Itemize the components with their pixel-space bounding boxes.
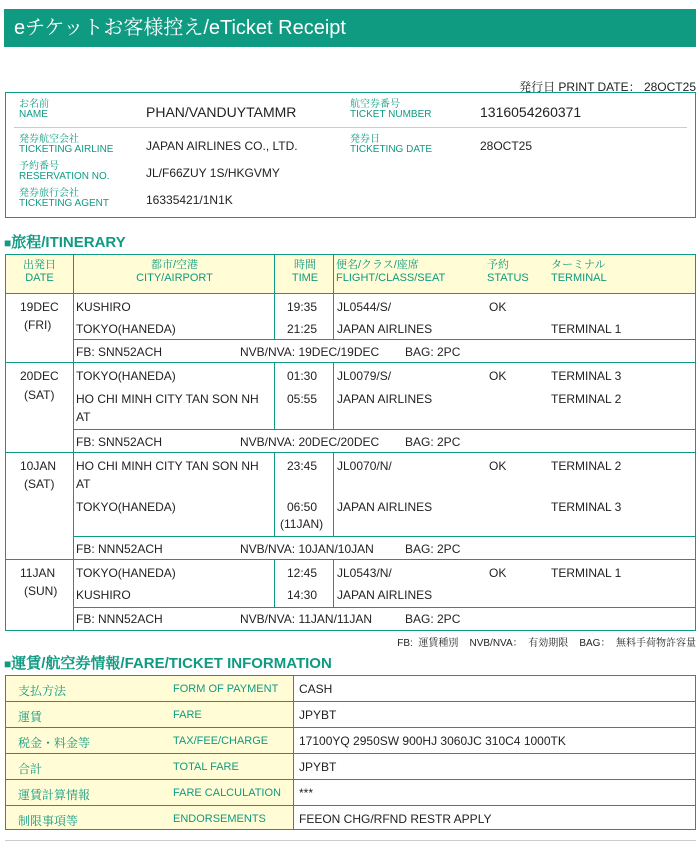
ticket-number: 1316054260371	[480, 104, 582, 120]
print-date: 発行日 PRINT DATE： 28OCT25	[519, 80, 696, 94]
name-label-jp: お名前	[19, 99, 49, 110]
agent-label-jp: 発券旅行会社	[19, 188, 79, 199]
grid-line	[6, 559, 695, 560]
departure-city: KUSHIRO	[76, 300, 131, 314]
date-label-jp: 発券日	[350, 134, 380, 145]
booking-status: OK	[489, 300, 507, 314]
grid-line	[333, 453, 334, 536]
fare-title	[4, 652, 332, 673]
header-flight-en: FLIGHT/CLASS/SEAT	[336, 272, 446, 284]
header-city	[74, 259, 275, 285]
ticketing-airline: JAPAN AIRLINES CO., LTD.	[146, 139, 298, 153]
validity: NVB/NVA: 11JAN/11JAN	[240, 612, 373, 626]
fare-row-value: JPYBT	[299, 760, 337, 774]
arrival-city: TOKYO(HANEDA)	[76, 322, 176, 336]
header-terminal-en: TERMINAL	[551, 272, 607, 284]
arrival-time: 14:30	[287, 588, 318, 602]
fare-basis: FB: SNN52ACH	[76, 435, 163, 449]
header-date-en: DATE	[25, 272, 54, 284]
name-label	[19, 100, 49, 120]
fare-row-label-jp: 税金・料金等	[18, 736, 91, 750]
resv-label-jp: 予約番号	[19, 161, 59, 172]
fare-basis: FB: NNN52ACH	[76, 542, 163, 556]
arrival-time: 21:25	[287, 322, 318, 336]
fare-row-label-en: FARE	[173, 709, 202, 721]
passenger-info-box	[5, 92, 696, 218]
fare-row-value: ***	[299, 786, 314, 800]
airline-name: JAPAN AIRLINES	[337, 588, 433, 602]
grid-line	[6, 701, 695, 702]
grid-line	[274, 453, 275, 536]
agent-label	[19, 189, 109, 209]
itinerary-table	[5, 254, 696, 631]
header-city-en: CITY/AIRPORT	[136, 272, 213, 284]
departure-time: 19:35	[287, 300, 318, 314]
segment-date: 20DEC	[20, 369, 59, 383]
fare-row-value: 17100YQ 2950SW 900HJ 3060JC 310C4 1000TK	[299, 734, 566, 748]
fare-row-value: JPYBT	[299, 708, 337, 722]
grid-line	[73, 607, 695, 608]
receipt-title: eチケットお客様控え/eTicket Receipt	[14, 17, 346, 39]
fare-row-label-jp: 合計	[18, 762, 43, 776]
grid-line	[6, 727, 695, 728]
fare-row-value: CASH	[299, 682, 333, 696]
arrival-city: HO CHI MINH CITY TAN SON NH	[76, 392, 259, 406]
header-time-en: TIME	[291, 272, 319, 284]
departure-city: TOKYO(HANEDA)	[76, 369, 176, 383]
departure-terminal: TERMINAL 2	[551, 459, 622, 473]
segment-date: 19DEC	[20, 300, 59, 314]
header-flight	[336, 259, 445, 285]
flight-number: JL0079/S/	[337, 369, 392, 383]
receipt-title-bar	[4, 9, 696, 47]
grid-line	[333, 255, 334, 339]
fare-row-value: FEEON CHG/RFND RESTR APPLY	[299, 812, 492, 826]
grid-line	[73, 255, 74, 630]
fare-title-text: 運賃/航空券情報/FARE/TICKET INFORMATION	[11, 655, 332, 672]
validity: NVB/NVA: 19DEC/19DEC	[240, 345, 380, 359]
grid-line	[6, 805, 695, 806]
page-bottom-edge	[5, 840, 696, 855]
fare-row-label-en: TOTAL FARE	[173, 761, 239, 773]
segment-day: (FRI)	[24, 318, 52, 332]
segment-date: 11JAN	[20, 566, 56, 580]
departure-city-cont: AT	[76, 477, 91, 491]
agent-label-en: TICKETING AGENT	[19, 198, 110, 209]
grid-line	[6, 362, 695, 363]
grid-line	[274, 363, 275, 429]
divider	[14, 127, 687, 128]
airline-label-en: TICKETING AIRLINE	[19, 144, 114, 155]
baggage: BAG: 2PC	[405, 542, 461, 556]
arrival-city: TOKYO(HANEDA)	[76, 500, 176, 514]
fare-row-label-en: FORM OF PAYMENT	[173, 683, 279, 695]
flight-number: JL0070/N/	[337, 459, 392, 473]
fare-row-label-jp: 運賃	[18, 710, 43, 724]
grid-line	[73, 429, 695, 430]
arrival-time: 05:55	[287, 392, 318, 406]
airline-label	[19, 135, 113, 155]
reservation-label	[19, 162, 110, 182]
header-status-jp: 予約	[487, 259, 509, 271]
booking-status: OK	[489, 566, 507, 580]
departure-terminal: TERMINAL 3	[551, 369, 622, 383]
fare-row-label-en: TAX/FEE/CHARGE	[173, 735, 269, 747]
grid-line	[6, 452, 695, 453]
fare-basis: FB: NNN52ACH	[76, 612, 163, 626]
arrival-city-cont: AT	[76, 410, 91, 424]
arrival-date-note: (11JAN)	[280, 517, 324, 531]
departure-city: HO CHI MINH CITY TAN SON NH	[76, 459, 259, 473]
ticketing-agent: 16335421/1N1K	[146, 193, 233, 207]
segment-day: (SAT)	[24, 388, 55, 402]
fare-row-label-en: FARE CALCULATION	[173, 787, 281, 799]
ticket-label-en: TICKET NUMBER	[350, 109, 432, 120]
header-status-en: STATUS	[487, 272, 529, 284]
arrival-time: 06:50	[287, 500, 318, 514]
airline-name: JAPAN AIRLINES	[337, 392, 433, 406]
fare-basis: FB: SNN52ACH	[76, 345, 163, 359]
fare-row-label-jp: 支払方法	[18, 684, 67, 698]
ticket-number-label	[350, 100, 432, 120]
resv-label-en: RESERVATION NO.	[19, 171, 110, 182]
segment-day: (SUN)	[24, 584, 58, 598]
grid-line	[274, 560, 275, 607]
fare-row-label-jp: 運賃計算情報	[18, 788, 91, 802]
departure-city: TOKYO(HANEDA)	[76, 566, 176, 580]
grid-line	[274, 255, 275, 339]
flight-number: JL0543/N/	[337, 566, 392, 580]
itinerary-title-text: 旅程/ITINERARY	[11, 234, 126, 251]
header-status	[487, 259, 529, 285]
arrival-terminal: TERMINAL 1	[551, 322, 622, 336]
grid-line	[6, 753, 695, 754]
itinerary-header-row	[6, 255, 695, 294]
header-terminal-jp: ターミナル	[551, 259, 606, 271]
validity: NVB/NVA: 20DEC/20DEC	[240, 435, 380, 449]
arrival-terminal: TERMINAL 3	[551, 500, 622, 514]
section-bullet-icon: ■	[4, 657, 12, 671]
grid-line	[333, 363, 334, 429]
grid-line	[6, 779, 695, 780]
segment-date: 10JAN	[20, 459, 57, 473]
header-time	[275, 259, 335, 285]
validity: NVB/NVA: 10JAN/10JAN	[240, 542, 374, 556]
departure-time: 23:45	[287, 459, 318, 473]
passenger-name: PHAN/VANDUYTAMMR	[146, 104, 297, 120]
booking-status: OK	[489, 369, 507, 383]
airline-name: JAPAN AIRLINES	[337, 500, 433, 514]
departure-time: 12:45	[287, 566, 318, 580]
grid-line	[333, 560, 334, 607]
section-bullet-icon: ■	[4, 236, 12, 250]
header-flight-jp: 便名/クラス/座席	[336, 259, 419, 271]
itinerary-title	[4, 231, 126, 252]
reservation-number: JL/F66ZUY 1S/HKGVMY	[146, 166, 280, 180]
baggage: BAG: 2PC	[405, 345, 461, 359]
header-city-jp: 都市/空港	[150, 259, 199, 271]
header-terminal	[551, 259, 607, 285]
airline-label-jp: 発券航空会社	[19, 134, 79, 145]
ticketing-date-label	[350, 135, 432, 155]
itinerary-legend: FB: 運賃種別 NVB/NVA： 有効期限 BAG： 無料手荷物許容量	[397, 638, 696, 649]
header-date	[6, 259, 73, 285]
date-label-en: TICKETING DATE	[350, 144, 433, 155]
header-time-jp: 時間	[294, 259, 316, 271]
departure-terminal: TERMINAL 1	[551, 566, 622, 580]
baggage: BAG: 2PC	[405, 612, 461, 626]
segment-day: (SAT)	[24, 477, 55, 491]
fare-row-label-jp: 制限事項等	[18, 814, 79, 828]
departure-time: 01:30	[287, 369, 318, 383]
arrival-terminal: TERMINAL 2	[551, 392, 622, 406]
baggage: BAG: 2PC	[405, 435, 461, 449]
arrival-city: KUSHIRO	[76, 588, 131, 602]
header-date-jp: 出発日	[23, 259, 56, 271]
ticketing-date: 28OCT25	[480, 139, 533, 153]
flight-number: JL0544/S/	[337, 300, 392, 314]
name-label-en: NAME	[19, 109, 48, 120]
fare-table	[5, 675, 696, 830]
ticket-label-jp: 航空券番号	[350, 99, 400, 110]
airline-name: JAPAN AIRLINES	[337, 322, 433, 336]
grid-line	[73, 536, 695, 537]
fare-row-label-en: ENDORSEMENTS	[173, 813, 266, 825]
grid-line	[73, 339, 695, 340]
booking-status: OK	[489, 459, 507, 473]
